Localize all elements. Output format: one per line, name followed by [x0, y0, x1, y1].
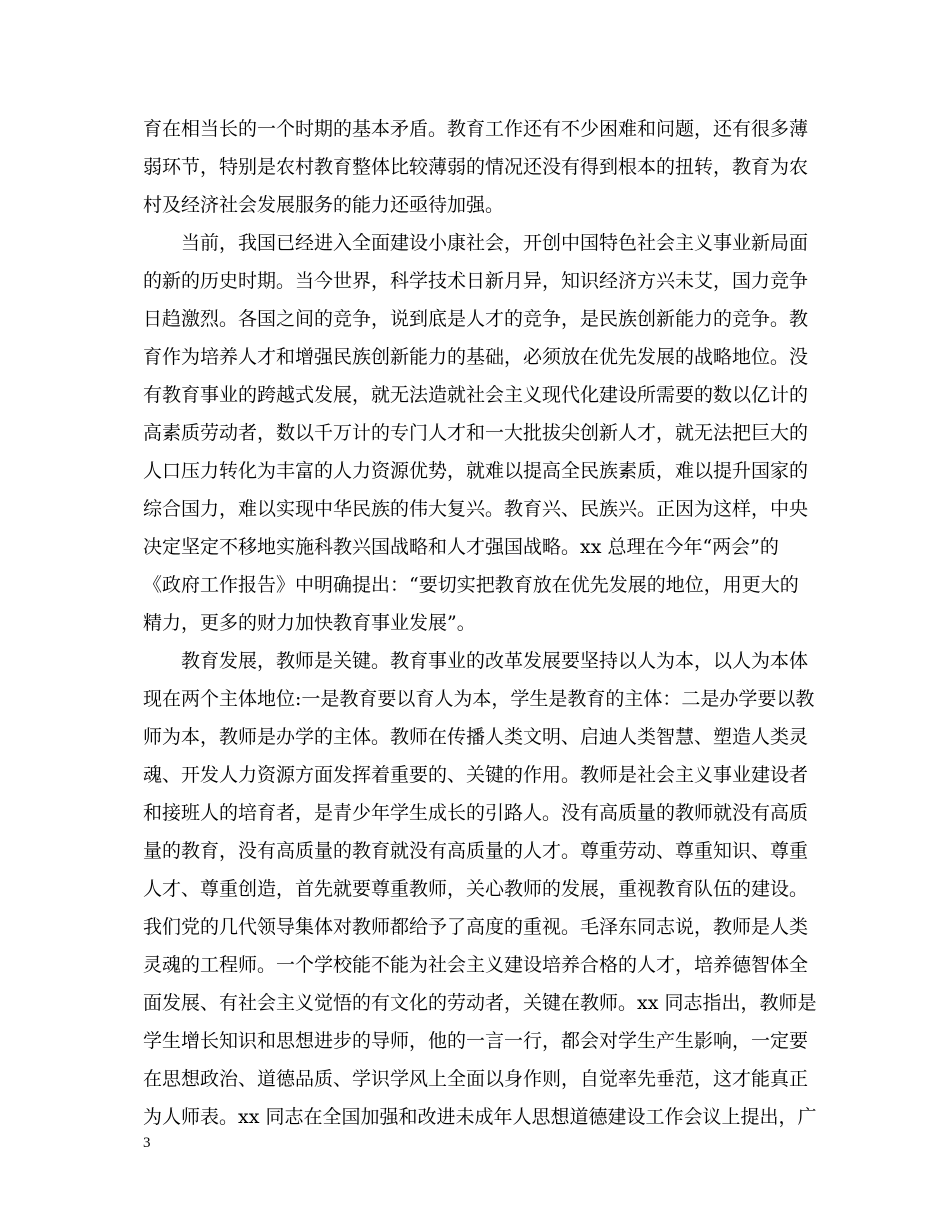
text-line: 量的教育，没有高质量的教育就没有高质量的人才。尊重劳动、尊重知识、尊重	[143, 840, 809, 862]
text-line: 《政府工作报告》中明确提出：“要切实把教育放在优先发展的地位，用更大的	[143, 574, 799, 596]
text-line: 日趋激烈。各国之间的竞争，说到底是人才的竞争，是民族创新能力的竞争。教	[143, 308, 809, 330]
text-line: 的新的历史时期。当今世界，科学技术日新月异，知识经济方兴未艾，国力竞争	[143, 270, 809, 292]
text-line: 人口压力转化为丰富的人力资源优势，就难以提高全民族素质，难以提升国家的	[143, 460, 809, 482]
text-line: 育在相当长的一个时期的基本矛盾。教育工作还有不少困难和问题，还有很多薄	[143, 118, 809, 140]
text-line: 精力，更多的财力加快教育事业发展”。	[143, 612, 476, 634]
text-line: 学生增长知识和思想进步的导师，他的一言一行，都会对学生产生影响，一定要	[143, 1030, 809, 1052]
text-line: 决定坚定不移地实施科教兴国战略和人才强国战略。xx 总理在今年“两会”的	[143, 536, 779, 558]
text-line: 有教育事业的跨越式发展，就无法造就社会主义现代化建设所需要的数以亿计的	[143, 384, 809, 406]
text-line: 育作为培养人才和增强民族创新能力的基础，必须放在优先发展的战略地位。没	[143, 346, 809, 368]
page-number: 3	[143, 1135, 151, 1151]
text-line: 综合国力，难以实现中华民族的伟大复兴。教育兴、民族兴。正因为这样，中央	[143, 498, 809, 520]
text-line: 现在两个主体地位:一是教育要以育人为本，学生是教育的主体：二是办学要以教	[143, 688, 815, 710]
text-line: 当前，我国已经进入全面建设小康社会，开创中国特色社会主义事业新局面	[143, 232, 809, 254]
text-line: 灵魂的工程师。一个学校能不能为社会主义建设培养合格的人才，培养德智体全	[143, 954, 809, 976]
text-line: 弱环节，特别是农村教育整体比较薄弱的情况还没有得到根本的扭转，教育为农	[143, 156, 809, 178]
text-line: 村及经济社会发展服务的能力还亟待加强。	[143, 194, 505, 216]
text-line: 和接班人的培育者，是青少年学生成长的引路人。没有高质量的教师就没有高质	[143, 802, 809, 824]
text-line: 面发展、有社会主义觉悟的有文化的劳动者，关键在教师。xx 同志指出，教师是	[143, 992, 817, 1014]
text-line: 我们党的几代领导集体对教师都给予了高度的重视。毛泽东同志说，教师是人类	[143, 916, 809, 938]
text-line: 在思想政治、道德品质、学识学风上全面以身作则，自觉率先垂范，这才能真正	[143, 1068, 809, 1090]
text-line: 高素质劳动者，数以千万计的专门人才和一大批拔尖创新人才，就无法把巨大的	[143, 422, 809, 444]
text-line: 师为本，教师是办学的主体。教师在传播人类文明、启迪人类智慧、塑造人类灵	[143, 726, 809, 748]
text-line: 为人师表。xx 同志在全国加强和改进未成年人思想道德建设工作会议上提出，广	[143, 1106, 817, 1128]
text-line: 人才、尊重创造，首先就要尊重教师，关心教师的发展，重视教育队伍的建设。	[143, 878, 809, 900]
text-line: 魂、开发人力资源方面发挥着重要的、关键的作用。教师是社会主义事业建设者	[143, 764, 809, 786]
text-line: 教育发展，教师是关键。教育事业的改革发展要坚持以人为本，以人为本体	[143, 650, 809, 672]
